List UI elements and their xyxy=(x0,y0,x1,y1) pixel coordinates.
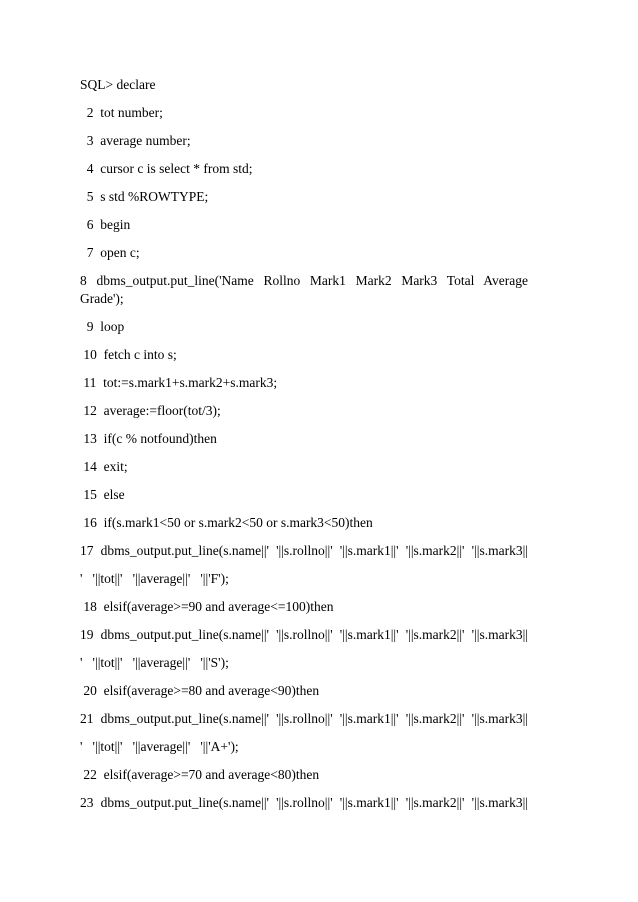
code-line: 4 cursor c is select * from std; xyxy=(80,161,253,176)
code-line-continuation: Grade'); xyxy=(80,291,124,306)
code-line-continuation: ' '||tot||' '||average||' '||'A+'); xyxy=(80,739,239,754)
code-line: 19 dbms_output.put_line(s.name||' '||s.rollno||' '||s.mark1||' '||s.mark2||' '||s.mark3|| xyxy=(80,627,528,642)
code-line: 5 s std %ROWTYPE; xyxy=(80,189,209,204)
code-line: 14 exit; xyxy=(80,459,128,474)
code-line: 22 elsif(average>=70 and average<80)then xyxy=(80,767,320,782)
code-line: SQL> declare xyxy=(80,77,156,92)
code-line: 11 tot:=s.mark1+s.mark2+s.mark3; xyxy=(80,375,278,390)
code-line: 9 loop xyxy=(80,319,125,334)
code-line: 16 if(s.mark1<50 or s.mark2<50 or s.mark3<50)then xyxy=(80,515,373,530)
code-line: 21 dbms_output.put_line(s.name||' '||s.rollno||' '||s.mark1||' '||s.mark2||' '||s.mark3|| xyxy=(80,711,528,726)
code-line: 2 tot number; xyxy=(80,105,163,120)
code-line: 23 dbms_output.put_line(s.name||' '||s.rollno||' '||s.mark1||' '||s.mark2||' '||s.mark3|| xyxy=(80,795,528,810)
code-line: 7 open c; xyxy=(80,245,140,260)
code-line: 17 dbms_output.put_line(s.name||' '||s.rollno||' '||s.mark1||' '||s.mark2||' '||s.mark3|| xyxy=(80,543,528,558)
code-line: 10 fetch c into s; xyxy=(80,347,177,362)
code-line-continuation: ' '||tot||' '||average||' '||'S'); xyxy=(80,655,229,670)
code-line: 8 dbms_output.put_line('Name Rollno Mark1 Mark2 Mark3 Total Average xyxy=(80,273,528,288)
code-line: 6 begin xyxy=(80,217,131,232)
code-line: 20 elsif(average>=80 and average<90)then xyxy=(80,683,320,698)
code-line: 15 else xyxy=(80,487,125,502)
code-line: 12 average:=floor(tot/3); xyxy=(80,403,221,418)
code-line-continuation: ' '||tot||' '||average||' '||'F'); xyxy=(80,571,229,586)
code-line: 3 average number; xyxy=(80,133,191,148)
code-line: 18 elsif(average>=90 and average<=100)then xyxy=(80,599,334,614)
code-line: 13 if(c % notfound)then xyxy=(80,431,217,446)
